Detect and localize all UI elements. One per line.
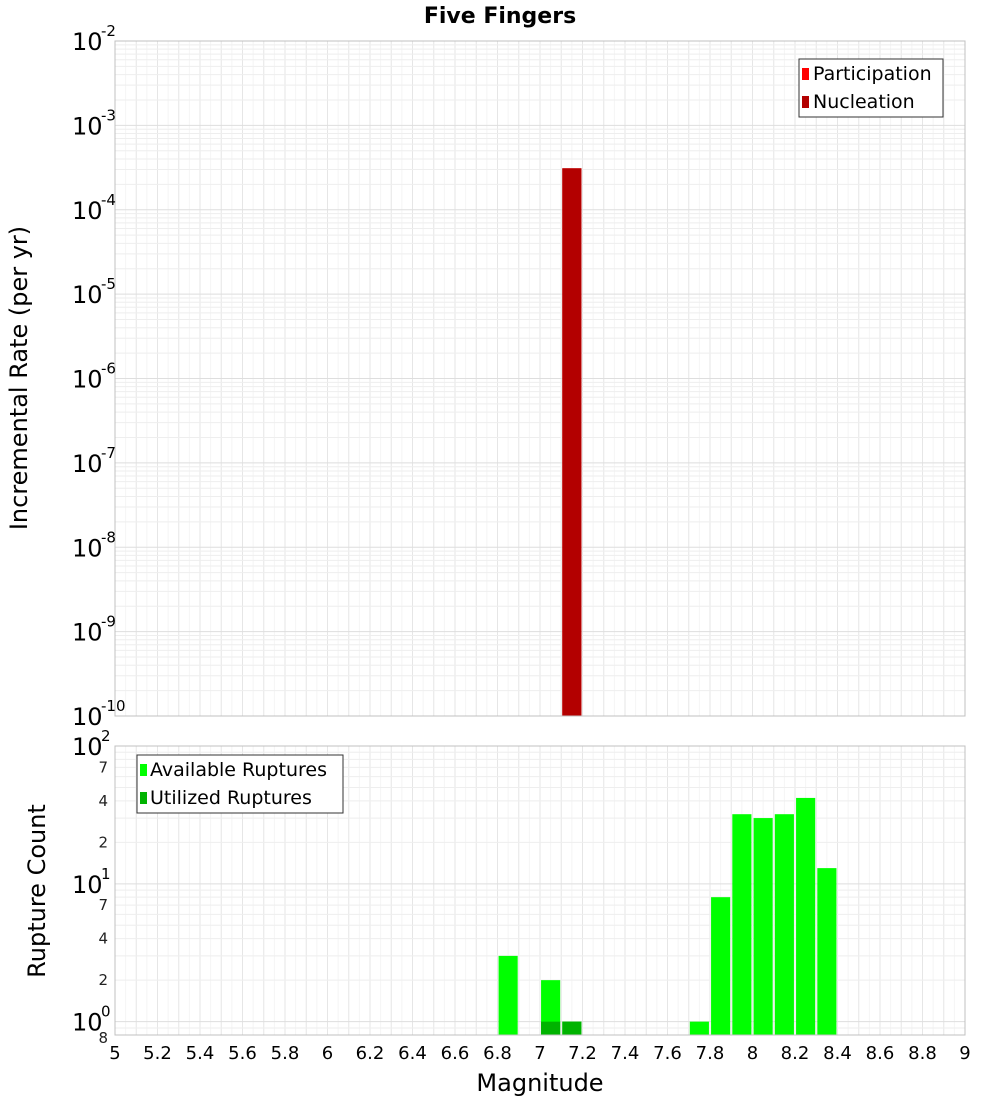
bar-available-ruptures-9 xyxy=(817,868,836,1035)
y-tick-exponent: -7 xyxy=(101,443,116,462)
x-tick-label: 7.2 xyxy=(568,1043,597,1064)
y-tick-exponent: -8 xyxy=(101,528,116,547)
y-tick-base: 10 xyxy=(72,534,103,563)
x-tick-label: 5.4 xyxy=(185,1043,215,1064)
participation-legend-swatch xyxy=(802,68,809,80)
y-tick-exponent: -10 xyxy=(101,697,126,715)
y-tick-exponent: -9 xyxy=(101,612,116,631)
y-minor-tick-label: 4 xyxy=(98,929,108,948)
rate-legend xyxy=(799,59,943,117)
participation-legend-label: Participation xyxy=(813,63,932,85)
rate-bars xyxy=(562,168,581,716)
bar-nucleation-0 xyxy=(562,168,581,716)
y-tick-exponent: -3 xyxy=(101,106,116,125)
bar-available-ruptures-3 xyxy=(690,1022,709,1035)
y-minor-tick-label: 7 xyxy=(98,758,108,777)
x-tick-label: 6.8 xyxy=(483,1043,512,1064)
bar-available-ruptures-4 xyxy=(711,897,730,1035)
x-tick-label: 6 xyxy=(321,1043,334,1064)
x-tick-label: 6.6 xyxy=(440,1043,470,1064)
x-tick-label: 6.4 xyxy=(398,1043,427,1064)
y-tick-base: 10 xyxy=(72,112,103,141)
y-tick-base: 10 xyxy=(72,449,103,478)
x-axis-label: Magnitude xyxy=(476,1069,604,1097)
y-tick-base: 10 xyxy=(72,703,103,731)
y-tick-base: 10 xyxy=(72,281,103,310)
bar-available-ruptures-5 xyxy=(732,814,751,1035)
x-tick-label: 7 xyxy=(534,1043,546,1064)
utilized-legend-label: Utilized Ruptures xyxy=(150,787,312,809)
y-tick-exponent: -2 xyxy=(101,22,116,40)
available-legend-label: Available Ruptures xyxy=(150,759,327,781)
x-tick-label: 5.8 xyxy=(270,1043,300,1064)
y-minor-tick-label: 8 xyxy=(98,1029,108,1047)
count-y-axis-label: Rupture Count xyxy=(23,804,51,978)
x-tick-label: 6.2 xyxy=(355,1043,385,1064)
y-tick-exponent: -4 xyxy=(101,190,116,209)
y-minor-tick-label: 2 xyxy=(98,833,108,852)
y-minor-tick-label: 7 xyxy=(98,896,108,915)
x-tick-label: 7.4 xyxy=(610,1043,640,1064)
nucleation-legend-label: Nucleation xyxy=(813,91,915,113)
count-legend xyxy=(137,755,343,813)
x-tick-label: 8.2 xyxy=(780,1043,810,1064)
y-tick-base: 10 xyxy=(72,196,103,225)
x-tick-label: 8.6 xyxy=(865,1043,895,1064)
y-tick-base: 10 xyxy=(72,733,103,761)
chart-title: Five Fingers xyxy=(423,4,577,29)
available-legend-swatch xyxy=(140,764,147,776)
magnitude-x-ticks xyxy=(109,1043,970,1064)
y-tick-exponent: 1 xyxy=(101,864,111,883)
rate-y-axis-label: Incremental Rate (per yr) xyxy=(5,225,33,531)
bar-utilized-ruptures-0 xyxy=(541,1022,560,1035)
y-tick-base: 10 xyxy=(72,870,103,899)
y-minor-tick-label: 2 xyxy=(98,971,108,990)
utilized-legend-swatch xyxy=(140,792,147,804)
bar-available-ruptures-6 xyxy=(754,818,773,1035)
x-tick-label: 5.2 xyxy=(143,1043,172,1064)
rate-panel xyxy=(5,22,965,731)
x-tick-label: 9 xyxy=(959,1043,971,1064)
y-tick-base: 10 xyxy=(72,1008,103,1037)
y-tick-base: 10 xyxy=(72,365,103,394)
rate-grid xyxy=(115,41,965,716)
y-minor-tick-label: 4 xyxy=(98,791,108,810)
x-tick-label: 8 xyxy=(746,1043,759,1064)
y-tick-base: 10 xyxy=(72,618,103,647)
x-tick-label: 5 xyxy=(109,1043,121,1064)
x-tick-label: 8.4 xyxy=(823,1043,852,1064)
bar-available-ruptures-0 xyxy=(499,956,518,1035)
bar-available-ruptures-7 xyxy=(775,814,794,1035)
y-tick-exponent: 0 xyxy=(101,1002,111,1021)
nucleation-legend-swatch xyxy=(802,96,809,108)
x-tick-label: 8.8 xyxy=(908,1043,937,1064)
y-tick-exponent: -6 xyxy=(101,359,116,378)
y-tick-base: 10 xyxy=(72,28,103,56)
bar-available-ruptures-8 xyxy=(796,798,815,1035)
bar-utilized-ruptures-1 xyxy=(562,1022,581,1035)
y-tick-exponent: -5 xyxy=(101,275,116,294)
x-tick-label: 7.6 xyxy=(653,1043,682,1064)
x-tick-label: 5.6 xyxy=(228,1043,257,1064)
x-tick-label: 7.8 xyxy=(695,1043,725,1064)
y-tick-exponent: 2 xyxy=(101,727,111,745)
